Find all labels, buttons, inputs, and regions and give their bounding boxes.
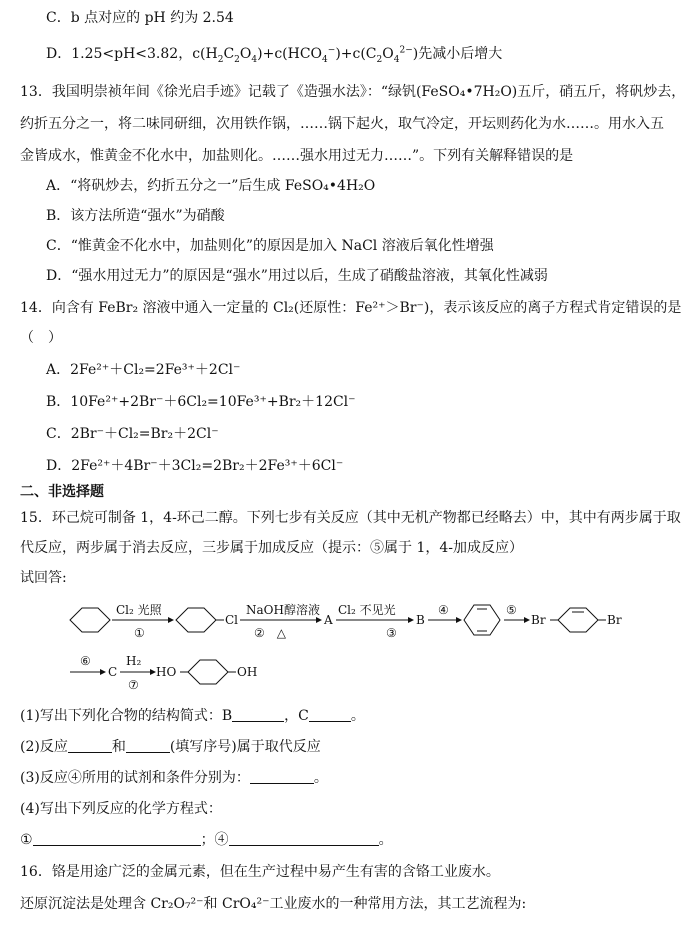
q15-sub-2: (2)反应 和 (填写序号)属于取代反应 <box>20 739 321 755</box>
reaction-7-condition: H₂ <box>126 654 142 668</box>
answer-blank-reaction-1[interactable] <box>68 738 112 753</box>
q15-sub-1: (1)写出下列化合物的结构简式：B ，C 。 <box>20 708 365 724</box>
cyclohexane-ring <box>70 608 110 632</box>
chlorocyclohexane-ring <box>176 608 216 632</box>
cyclohexanediol-ring <box>188 660 228 684</box>
section-heading-nonchoice: 二、非选择题 <box>20 484 104 500</box>
reaction-4-number: ④ <box>438 603 449 617</box>
reaction-5-number: ⑤ <box>506 603 517 617</box>
q15-equations: ① ；④ 。 <box>20 832 393 848</box>
q13-option-d: D．“强水用过无力”的原因是“强水”用过以后，生成了硝酸盐溶液，其氧化性减弱 <box>46 268 548 284</box>
answer-blank-eq-4[interactable] <box>229 831 379 846</box>
q13-stem-line-2: 约折五分之一，将二味同研细，次用铁作锅，……锅下起火，取气冷定，开坛则药化为水……。用水入五 <box>20 116 664 132</box>
q16-stem-line-1: 16．铬是用途广泛的金属元素，但在生产过程中易产生有害的含铬工业废水。 <box>20 864 500 880</box>
chloro-label: Cl <box>225 613 239 627</box>
q14-stem-line-2: （ ） <box>20 330 62 346</box>
answer-blank-b[interactable] <box>232 707 284 722</box>
answer-blank-eq-1[interactable] <box>33 831 201 846</box>
q13-option-c: C．“惟黄金不化水中，加盐则化”的原因是加入 NaCl 溶液后氧化性增强 <box>46 238 494 254</box>
q15-sub-4: (4)写出下列反应的化学方程式： <box>20 801 222 817</box>
answer-blank-c[interactable] <box>309 707 351 722</box>
q15-sub-3: (3)反应④所用的试剂和条件分别为： 。 <box>20 770 328 786</box>
q13-option-a: A．“将矾炒去，约折五分之一”后生成 FeSO₄•4H₂O <box>46 178 376 194</box>
bromo-left-label: Br <box>531 613 546 627</box>
reaction-scheme <box>0 596 693 696</box>
q15-stem-line-1: 15．环己烷可制备 1，4-环己二醇。下列七步有关反应（其中无机产物都已经略去）中，其中有两步属于取 <box>20 510 681 526</box>
q14-option-d: D．2Fe²⁺＋4Br⁻＋3Cl₂=2Br₂＋2Fe³⁺＋6Cl⁻ <box>46 458 344 474</box>
q13-stem-line-1: 13．我国明崇祯年间《徐光启手迹》记载了《造强水法》：“绿钒(FeSO₄•7H₂O)五斤，硝五斤，将矾炒去， <box>20 84 686 100</box>
q15-stem-line-3: 试回答: <box>20 570 67 586</box>
bromo-right-label: Br <box>607 613 622 627</box>
q14-option-a: A．2Fe²⁺＋Cl₂=2Fe³⁺＋2Cl⁻ <box>46 362 241 378</box>
hydroxy-left-label: HO <box>156 665 177 679</box>
reaction-3-condition: Cl₂ 不见光 <box>338 603 396 617</box>
q14-stem-line-1: 14．向含有 FeBr₂ 溶液中通入一定量的 Cl₂(还原性：Fe²⁺＞Br⁻)，表示该反应的离子方程式肯定错误的是 <box>20 300 682 316</box>
answer-blank-reaction-2[interactable] <box>126 738 170 753</box>
reaction-2-condition: NaOH醇溶液 <box>246 603 320 617</box>
q12-option-d: D．1.25<pH<3.82，$c(H_2C_2O_4)+c(HCO_4^-)+c(C_2O_4^{2-})$先减小后增大 <box>46 45 503 65</box>
reaction-7-number: ⑦ <box>128 678 139 692</box>
reaction-1-condition: Cl₂ 光照 <box>116 603 162 617</box>
q12-option-c: C．b 点对应的 pH 约为 2.54 <box>46 10 234 26</box>
q16-stem-line-2: 还原沉淀法是处理含 Cr₂O₇²⁻和 CrO₄²⁻工业废水的一种常用方法，其工艺流程为: <box>20 896 527 912</box>
reaction-1-number: ① <box>134 626 145 640</box>
q15-stem-line-2: 代反应，两步属于消去反应，三步属于加成反应（提示：⑤属于 1，4-加成反应） <box>20 540 523 556</box>
q14-option-b: B．10Fe²⁺+2Br⁻＋6Cl₂=10Fe³⁺+Br₂＋12Cl⁻ <box>46 394 356 410</box>
answer-blank-reagent[interactable] <box>250 769 314 784</box>
compound-b: B <box>416 613 425 627</box>
hydroxy-right-label: OH <box>237 665 258 679</box>
reaction-2-number: ② △ <box>254 626 286 640</box>
compound-c: C <box>108 665 118 679</box>
reaction-3-number: ③ <box>386 626 397 640</box>
compound-a: A <box>324 613 333 627</box>
q13-option-b: B．该方法所造“强水”为硝酸 <box>46 208 225 224</box>
reaction-6-number: ⑥ <box>80 654 91 668</box>
q13-stem-line-3: 金皆成水，惟黄金不化水中，加盐则化。……强水用过无力……”。下列有关解释错误的是 <box>20 148 574 164</box>
q14-option-c: C．2Br⁻＋Cl₂=Br₂＋2Cl⁻ <box>46 426 219 442</box>
